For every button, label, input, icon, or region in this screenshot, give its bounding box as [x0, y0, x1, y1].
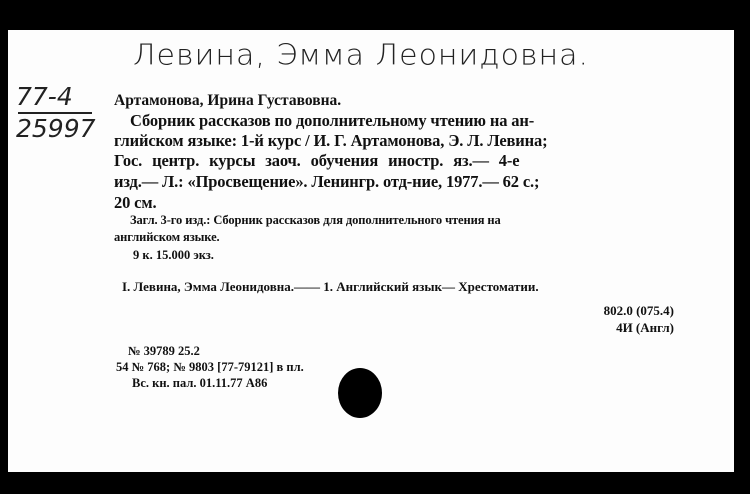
classification-bbk: 4И (Англ): [616, 320, 674, 335]
copies-line: 9 к. 15.000 экз.: [133, 248, 214, 262]
catalog-card: [8, 30, 734, 472]
description-line: изд.— Л.: «Просвещение». Ленингр. отд-ние, 1977.— 62 с.;: [114, 172, 540, 191]
tracing-line: I. Левина, Эмма Леонидовна.—— 1. Английский язык— Хрестоматии.: [122, 279, 539, 294]
description-line: глийском языке: 1-й курс / И. Г. Артамонова, Э. Л. Левина;: [114, 131, 548, 150]
classification-udc: 802.0 (075.4): [603, 303, 674, 318]
handwritten-name: Левина, Эмма Леонидовна.: [133, 38, 590, 73]
production-line: 54 № 768; № 9803 [77-79121] в пл.: [116, 360, 304, 374]
note-line: Загл. 3-го изд.: Сборник рассказов для дополнительного чтения на: [130, 213, 501, 227]
description-line: Сборник рассказов по дополнительному чтению на ан-: [130, 111, 535, 130]
ink-blot: [338, 368, 382, 418]
shelfmark-top: 77-4: [16, 82, 73, 111]
production-line: № 39789 25.2: [128, 344, 200, 358]
description-line: Гос. центр. курсы заоч. обучения иностр. яз.— 4-е: [114, 151, 520, 170]
description-line: 20 см.: [114, 193, 157, 212]
shelfmark-bottom: 25997: [16, 114, 96, 143]
author-heading: Артамонова, Ирина Густавовна.: [114, 92, 342, 109]
note-line: английском языке.: [114, 230, 220, 244]
production-line: Вс. кн. пал. 01.11.77 А86: [132, 376, 268, 390]
